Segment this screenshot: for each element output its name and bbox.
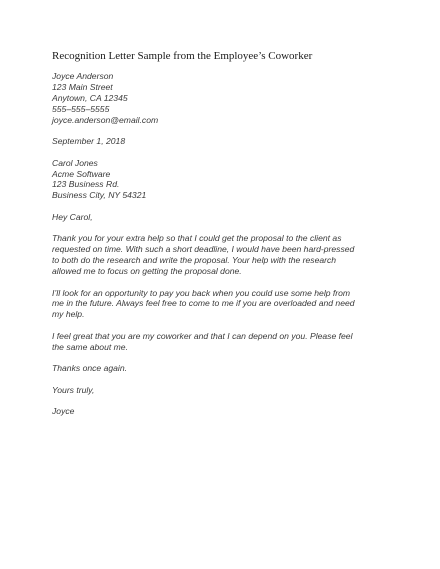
- salutation: Hey Carol,: [52, 211, 93, 222]
- paragraph-3: [52, 331, 392, 353]
- paragraph-line: my help.: [52, 309, 85, 320]
- recipient-company: Acme Software: [52, 168, 111, 179]
- document-title: Recognition Letter Sample from the Employee’s Coworker: [52, 50, 313, 62]
- recipient-name: Carol Jones: [52, 157, 98, 168]
- paragraph-line: requested on time. With such a short deadline, I would have been hard-pressed: [52, 244, 355, 255]
- recipient-city: Business City, NY 54321: [52, 190, 147, 201]
- letter-date: September 1, 2018: [52, 136, 126, 147]
- letter-body: [52, 71, 392, 417]
- sender-email: joyce.anderson@email.com: [52, 114, 159, 125]
- recipient-address: [52, 158, 392, 202]
- sender-name: Joyce Anderson: [52, 71, 114, 81]
- closing-block: [52, 385, 392, 396]
- signature-block: [52, 406, 392, 417]
- paragraph-line: I feel great that you are my coworker and that I can depend on you. Please feel: [52, 330, 353, 341]
- paragraph-line: I’ll look for an opportunity to pay you back when you could use some help from: [52, 287, 351, 298]
- signature: Joyce: [52, 406, 75, 417]
- paragraph-line: the same about me.: [52, 341, 128, 352]
- paragraph-2: [52, 288, 392, 321]
- paragraph-1: [52, 233, 392, 277]
- paragraph-line: Thanks once again.: [52, 363, 128, 374]
- paragraph-line: Thank you for your extra help so that I could get the proposal to the client as: [52, 233, 342, 244]
- paragraph-line: to both do the research and write the proposal. Your help with the research: [52, 255, 337, 266]
- paragraph-line: me in the future. Always feel free to come to me if you are overloaded and need: [52, 298, 355, 309]
- sender-address: [52, 71, 392, 126]
- sender-phone: 555–555–5555: [52, 103, 110, 114]
- paragraph-line: allowed me to focus on getting the proposal done.: [52, 266, 242, 277]
- sender-city: Anytown, CA 12345: [52, 92, 128, 103]
- paragraph-4: [52, 363, 392, 374]
- closing: Yours truly,: [52, 384, 95, 395]
- salutation-block: [52, 212, 392, 223]
- recipient-street: 123 Business Rd.: [52, 179, 120, 190]
- letter-date-block: [52, 136, 392, 147]
- sender-street: 123 Main Street: [52, 81, 113, 92]
